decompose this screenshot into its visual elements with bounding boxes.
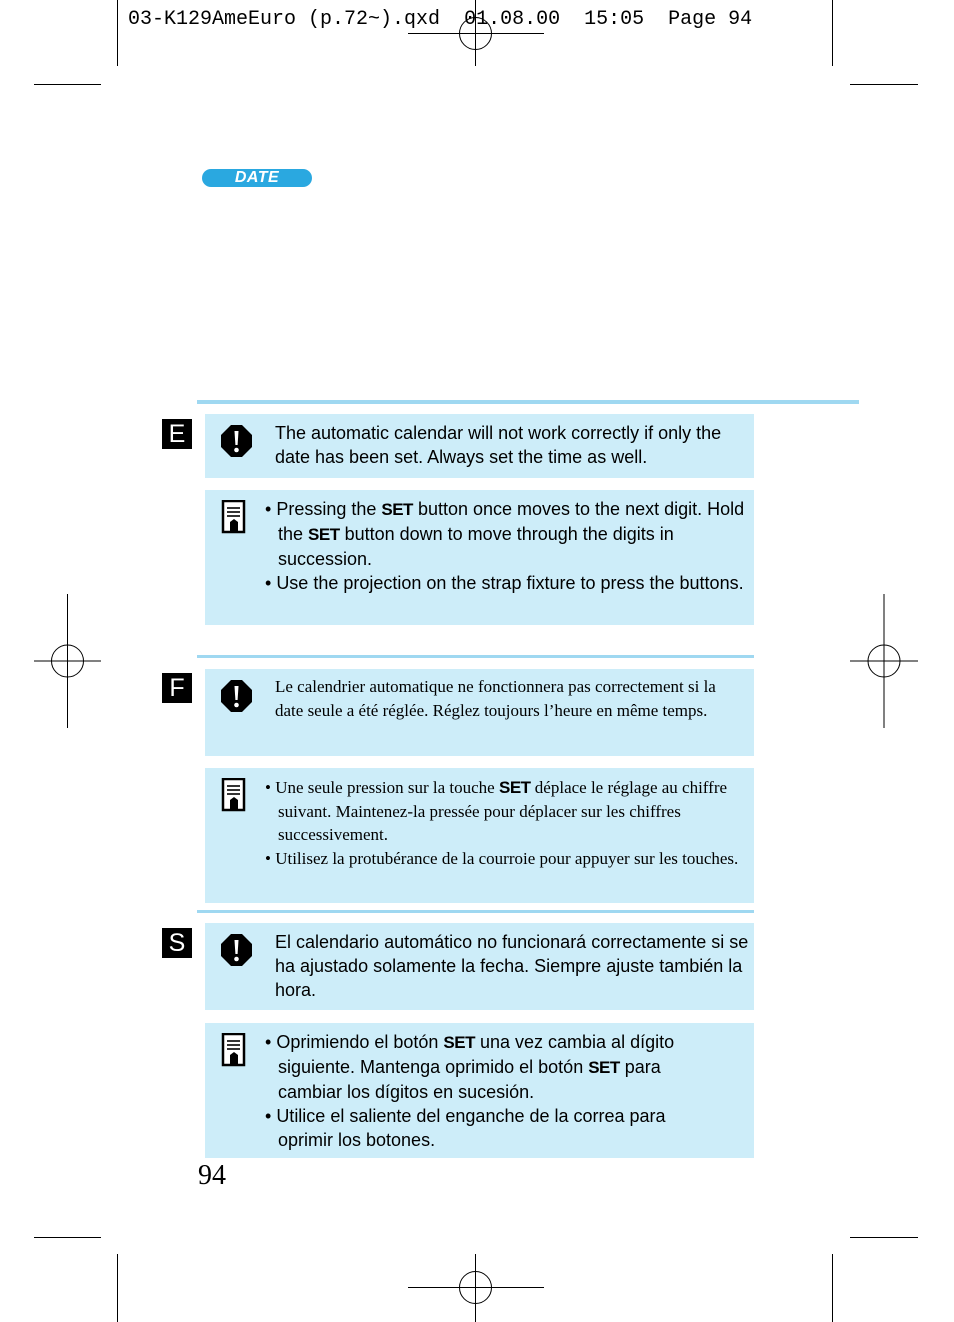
note-list-s	[265, 1030, 725, 1152]
registration-mark-right	[850, 594, 918, 728]
registration-mark-bottom	[408, 1254, 544, 1322]
registration-mark-left	[34, 594, 101, 728]
caution-text-f: Le calendrier automatique ne fonctionnera pas correctement si la date seule a été réglée. Réglez toujours l’heure en même temps.	[275, 677, 716, 720]
caution-text-e: The automatic calendar will not work correctly if only the date has been set. Always set the time as well.	[275, 423, 722, 467]
section-rule-e	[197, 400, 859, 404]
registration-mark-top	[408, 0, 544, 66]
note-item: • Une seule pression sur la touche SET déplace le réglage au chiffre suivant. Maintenez-la pressée pour déplacer sur les chiffres successivement.	[265, 778, 728, 844]
memo-icon	[221, 500, 248, 534]
language-tab-s: S	[162, 928, 192, 958]
note-list-f	[265, 776, 750, 870]
note-list-e	[265, 497, 750, 595]
memo-icon	[221, 1033, 248, 1067]
file-slug: 03-K129AmeEuro (p.72~).qxd 01.08.00 15:05 Page 94	[128, 8, 753, 31]
section-rule-f	[197, 655, 754, 658]
language-tab-f: F	[162, 673, 192, 703]
memo-icon	[221, 778, 248, 812]
caution-text-s: El calendario automático no funcionará correctamente si se ha ajustado solamente la fecha. Siempre ajuste también la hora.	[275, 932, 749, 1000]
note-item: • Utilisez la protubérance de la courroie pour appuyer sur les touches.	[265, 848, 739, 868]
language-tab-e: E	[162, 419, 192, 449]
date-badge: DATE	[202, 169, 312, 187]
note-item: • Use the projection on the strap fixture to press the buttons.	[265, 573, 744, 593]
note-item: • Pressing the SET button once moves to the next digit. Hold the SET button down to move through the digits in succession.	[265, 499, 745, 569]
caution-icon	[220, 679, 253, 713]
note-item: • Oprimiendo el botón SET una vez cambia al dígito siguiente. Mantenga oprimido el botón SET para cambiar los dígitos en sucesión.	[265, 1032, 675, 1102]
caution-icon	[220, 933, 253, 967]
section-rule-s	[197, 910, 754, 913]
page-number: 94	[198, 1160, 226, 1191]
note-item: • Utilice el saliente del enganche de la correa para oprimir los botones.	[265, 1106, 666, 1150]
caution-icon	[220, 424, 253, 458]
